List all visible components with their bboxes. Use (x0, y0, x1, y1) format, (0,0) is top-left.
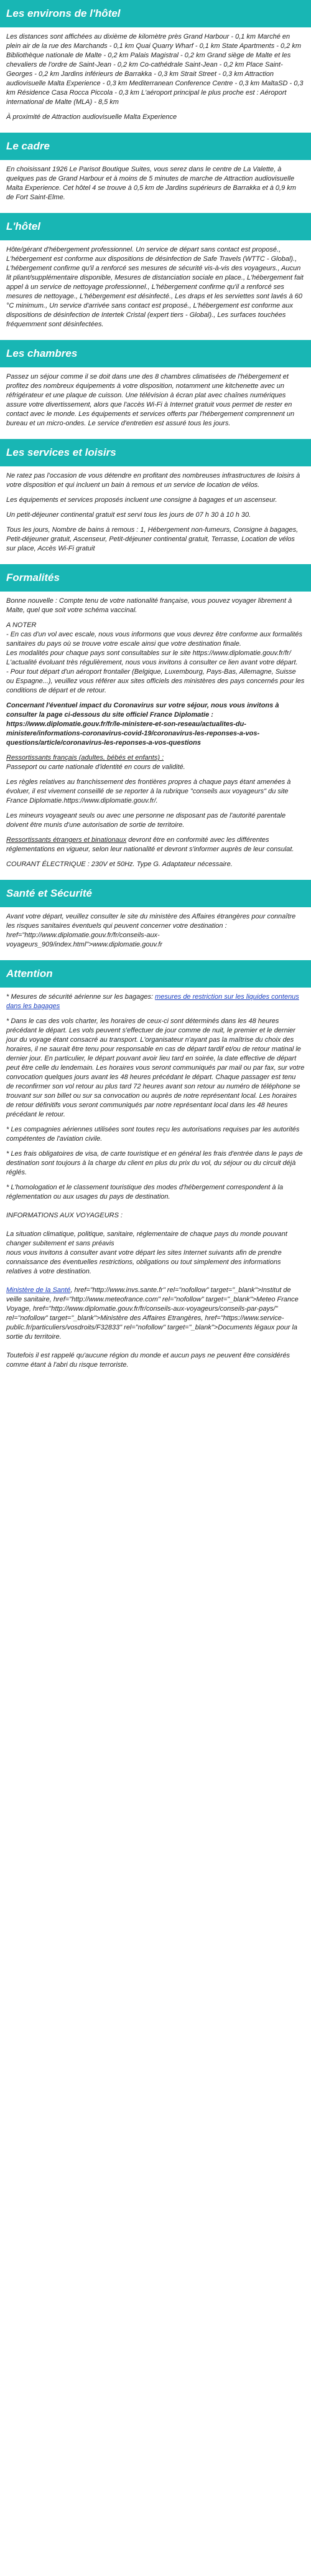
formalites-rules: Les règles relatives au franchissement des frontières propres à chaque pays étant amenées à évoluer, il est vivement conseillé de se reporter à la rubrique "conseils aux voyageurs" du site France Diplomatie.https://www.diplomatie.gouv.fr/. (6, 778, 291, 804)
formalites-note: - En cas d'un vol avec escale, nous vous informons que vous devrez être conforme aux formalités sanitaires du pays où se trouve votre escale ainsi que votre destination finale. Les modalités pour chaque pays sont consultables sur le site https://www.diplomatie.gouv.fr/fr/ L'actualité évoluant très régulièrement, nous vous invitons à consulter ce lien avant votre départ. - Pour tout départ d'un aéroport frontalier (Belgique, Luxembourg, Pays-Bas, Allemagne, Suisse ou Espagne...), veuillez vous référer aux sites officiels des ministères des pays concernés pour les conditions de départ et de retour. (6, 631, 305, 694)
section-header-environs (0, 0, 311, 27)
sante-text: Avant votre départ, veuillez consulter le site du ministère des Affaires étrangères pour connaître les risques sanitaires éventuels qui peuvent concerner votre destination : href="http://www.diplomatie.gouv.fr/fr/conseils-aux-voyageurs_909/index.html">www.diplomatie.gouv.fr (6, 913, 296, 948)
attention-mesures-prefix: * Mesures de sécurité aérienne sur les bagages: (6, 993, 156, 1001)
services-p4: Tous les jours, Nombre de bains à remous : 1, Hébergement non-fumeurs, Consigne à bagages, Petit-déjeuner gratuit, Ascenseur, Petit-déjeuner continental gratuit, Terrasse, Location de vélos sur place, Accès Wi-Fi gratuit (6, 526, 299, 552)
section-header-formalites (0, 564, 311, 592)
section-header-chambres (0, 340, 311, 367)
section-header-services (0, 439, 311, 466)
attention-p3: * Les frais obligatoires de visa, de carte touristique et en général les frais d'entrée dans le pays de destination sont toujours à la charge du client en plus du prix du vol, du séjour ou du circuit déjà réglés. (6, 1150, 303, 1176)
formalites-etrangers-rest: devront être en conformité avec les différentes réglementations en vigueur, selon leur nationalité et devront s'informer auprès de leur consulat. (6, 836, 294, 853)
section-title: Formalités (6, 572, 60, 583)
section-title: Les chambres (6, 347, 78, 359)
attention-mesures (6, 993, 305, 1011)
section-header-cadre (0, 133, 311, 160)
attention-p6 (6, 1286, 305, 1342)
formalites-passport: Passeport ou carte nationale d'identité en cours de validité. (6, 763, 185, 771)
environs-proximity: À proximité de Attraction audiovisuelle Malta Experience (6, 113, 177, 121)
cadre-content (0, 160, 311, 213)
attention-p7: Toutefois il est rappelé qu'aucune région du monde et aucun pays ne peuvent être considérés comme étant à l'abri du risque terroriste. (6, 1352, 290, 1369)
section-title: Les services et loisirs (6, 446, 116, 458)
services-p2: Les équipements et services proposés incluent une consigne à bagages et un ascenseur. (6, 496, 277, 504)
environs-content (0, 27, 311, 133)
chambres-text: Passez un séjour comme il se doit dans une des 8 chambres climatisées de l'hébergement et profitez des nombreux équipements à votre disposition, notamment une kitchenette avec un réfrigérateur et une plaque de cuisson. Une télévision à écran plat avec chaînes numériques assure votre divertissement, alors que l'accès Wi-Fi à Internet gratuit vous permet de rester en contact avec le monde. Les équipements et services offerts par l'hébergement comprennent un bureau et un micro-ondes. Le service d'entretien est assuré tous les jours. (6, 373, 295, 427)
formalites-etrangers (6, 836, 305, 854)
attention-info-title: INFORMATIONS AUX VOYAGEURS : (6, 1212, 123, 1219)
formalites-a-noter: A NOTER (6, 621, 37, 629)
attention-p1: * Dans le cas des vols charter, les horaires de ceux-ci sont déterminés dans les 48 heures précédant le départ. Les vols peuvent s'effectuer de jour comme de nuit, le premier et le dernier jour du voyage étant consacré au transport. L'organisateur n'ayant pas la maîtrise du choix des horaires, il ne saurait être tenu pour responsable en cas de départ tardif et/ou de retour matinal le dernier jour. En particulier, le départ pouvant avoir lieu tard en soirée, la date effective de départ peut être celle du lendemain. Les horaires vous seront communiqués par mail ou par fax, sur votre convocation quelques jours avant les 48 heures précédant le départ. Chaque passager est tenu de reconfirmer son vol retour au plus tard 72 heures avant son retour au numéro de téléphone se trouvant sur son billet ou sur sa convocation ou auprès de notre représentant local. Les horaires de retour définitifs vous seront communiqués par notre représentant local dans les 48 heures précédant le retour. (6, 1017, 305, 1118)
formalites-mineurs: Les mineurs voyageant seuls ou avec une personne ne disposant pas de l'autorité parentale doivent être munis d'une autorisation de sortie de territoire. (6, 812, 286, 829)
attention-p6-text: , href="http://www.invs.sante.fr" rel="nofollow" target="_blank">Institut de veille sanitaire, href="http://www.meteofrance.com" rel="nofollow" target="_blank">Meteo France Voyage, href="http://www.diplomatie.gouv.fr/fr/conseils-aux-voyageurs/conseils-par-pays/" rel="nofollow" target="_blank">Ministère des Affaires Etrangères, href="https://www.service-public.fr/particuliers/vosdroits/F32833" rel="nofollow" target="_blank">Documents légaux pour la sortie du territoire. (6, 1286, 299, 1341)
formalites-courant: COURANT ÉLECTRIQUE : 230V et 50Hz. Type G. Adaptateur nécessaire. (6, 861, 233, 868)
section-title: L'hôtel (6, 220, 41, 232)
liquids-restriction-link[interactable]: mesures de restriction sur les liquides contenus dans les bagages (6, 993, 299, 1010)
formalites-content (0, 592, 311, 880)
formalites-bold-note: Concernant l'éventuel impact du Coronavirus sur votre séjour, nous vous invitons à consulter la page ci-dessous du site officiel France Diplomatie : https://www.diplomatie.gouv.fr/fr/le-ministere-et-son-reseau/actualites-du-ministere/informations-coronavirus-covid-19/coronavirus-les-reponses-a-vos-questions/article/coronavirus-les-reponses-a-vos-questions (6, 702, 279, 747)
attention-p4: * L'homologation et le classement touristique des modes d'hébergement correspondent à la réglementation ou aux usages du pays de destination. (6, 1184, 284, 1201)
environs-text: Les distances sont affichées au dixième de kilomètre près Grand Harbour - 0,1 km Marché en plein air de la rue des Marchands - 0,1 km Quai Quarry Wharf - 0,1 km State Apartments - 0,2 km Bibliothèque nationale de Malte - 0,2 km Palais Magistral - 0,2 km Grand siège de Malte et les chevaliers de l'ordre de Saint-Jean - 0,2 km Co-cathédrale Saint-Jean - 0,2 km Place Saint-Georges - 0,2 km Jardins inférieurs de Barrakka - 0,3 km Strait Street - 0,3 km Attraction audiovisuelle Malta Experience - 0,3 km Mediterranean Conference Centre - 0,3 km MaltaSD - 0,3 km Résidence Casa Rocca Piccola - 0,3 km L'aéroport principal le plus proche est : Aéroport international de Malte (MLA) - 8,5 km (6, 33, 304, 106)
formalites-intro: Bonne nouvelle : Compte tenu de votre nationalité française, vous pouvez voyager librement à Malte, quel que soit votre schéma vaccinal. (6, 597, 292, 614)
section-title: Les environs de l'hôtel (6, 7, 121, 19)
chambres-content (0, 367, 311, 439)
attention-p5: La situation climatique, politique, sanitaire, réglementaire de chaque pays du monde pouvant changer subitement et sans préavis nous vous invitons à consulter avant votre départ les sites Internet suivants afin de prendre connaissance des éventuelles restrictions, obligations ou tout simplement des informations relatives à votre destination. (6, 1230, 287, 1275)
section-header-attention (0, 960, 311, 988)
cadre-text: En choisissant 1926 Le Parisot Boutique Suites, vous serez dans le centre de La Valette, à quelques pas de Grand Harbour et à moins de 5 minutes de marche de Attraction audiovisuelle Malta Experience. Cet hôtel 4 se trouve à 0,5 km de Jardins supérieurs de Barrakka et à 0,9 km de Fort Saint-Elme. (6, 166, 296, 201)
hotel-content (0, 240, 311, 340)
services-p3: Un petit-déjeuner continental gratuit est servi tous les jours de 07 h 30 à 10 h 30. (6, 511, 251, 519)
services-p1: Ne ratez pas l'occasion de vous détendre en profitant des nombreuses infrastructures de loisirs à votre disposition et qui incluent un bain à remous et un service de location de vélos. (6, 472, 300, 489)
services-content (0, 466, 311, 564)
formalites-ressortissants: Ressortissants français (adultes, bébés et enfants) : (6, 754, 164, 762)
sante-content (0, 907, 311, 960)
attention-content (0, 988, 311, 1380)
ministere-sante-link[interactable]: Ministère de la Santé (6, 1286, 71, 1294)
formalites-etrangers-label: Ressortissants étrangers et binationaux (6, 836, 127, 844)
hotel-text: Hôte/gérant d'hébergement professionnel. Un service de départ sans contact est proposé., L'hébergement est conforme aux dispositions de désinfection de Safe Travels (WTTC - Global)., L'hébergement confirme qu'il a renforcé ses mesures de sécurité vis-à-vis des voyageurs., Aucun lit pliant/supplémentaire disponible, Mesures de distanciation sociale en place., L'hébergement fait appel à un service de nettoyage professionnel., L'hébergement confirme qu'il a renforcé ses mesures de nettoyage., L'hébergement est désinfecté., Les draps et les serviettes sont lavés à 60 °C minimum., Un service d'arrivée sans contact est proposé., L'hébergement est conforme aux dispositions de désinfection de Intertek Cristal (expert tiers - Global)., Les surfaces touchées fréquemment sont désinfectées. (6, 246, 304, 328)
section-title: Santé et Sécurité (6, 887, 92, 899)
section-header-sante (0, 880, 311, 907)
section-header-hotel (0, 213, 311, 240)
section-title: Le cadre (6, 140, 50, 152)
attention-p2: * Les compagnies aériennes utilisées sont toutes reçu les autorisations requises par les autorités compétentes de l'aviation civile. (6, 1126, 300, 1143)
section-title: Attention (6, 968, 53, 979)
